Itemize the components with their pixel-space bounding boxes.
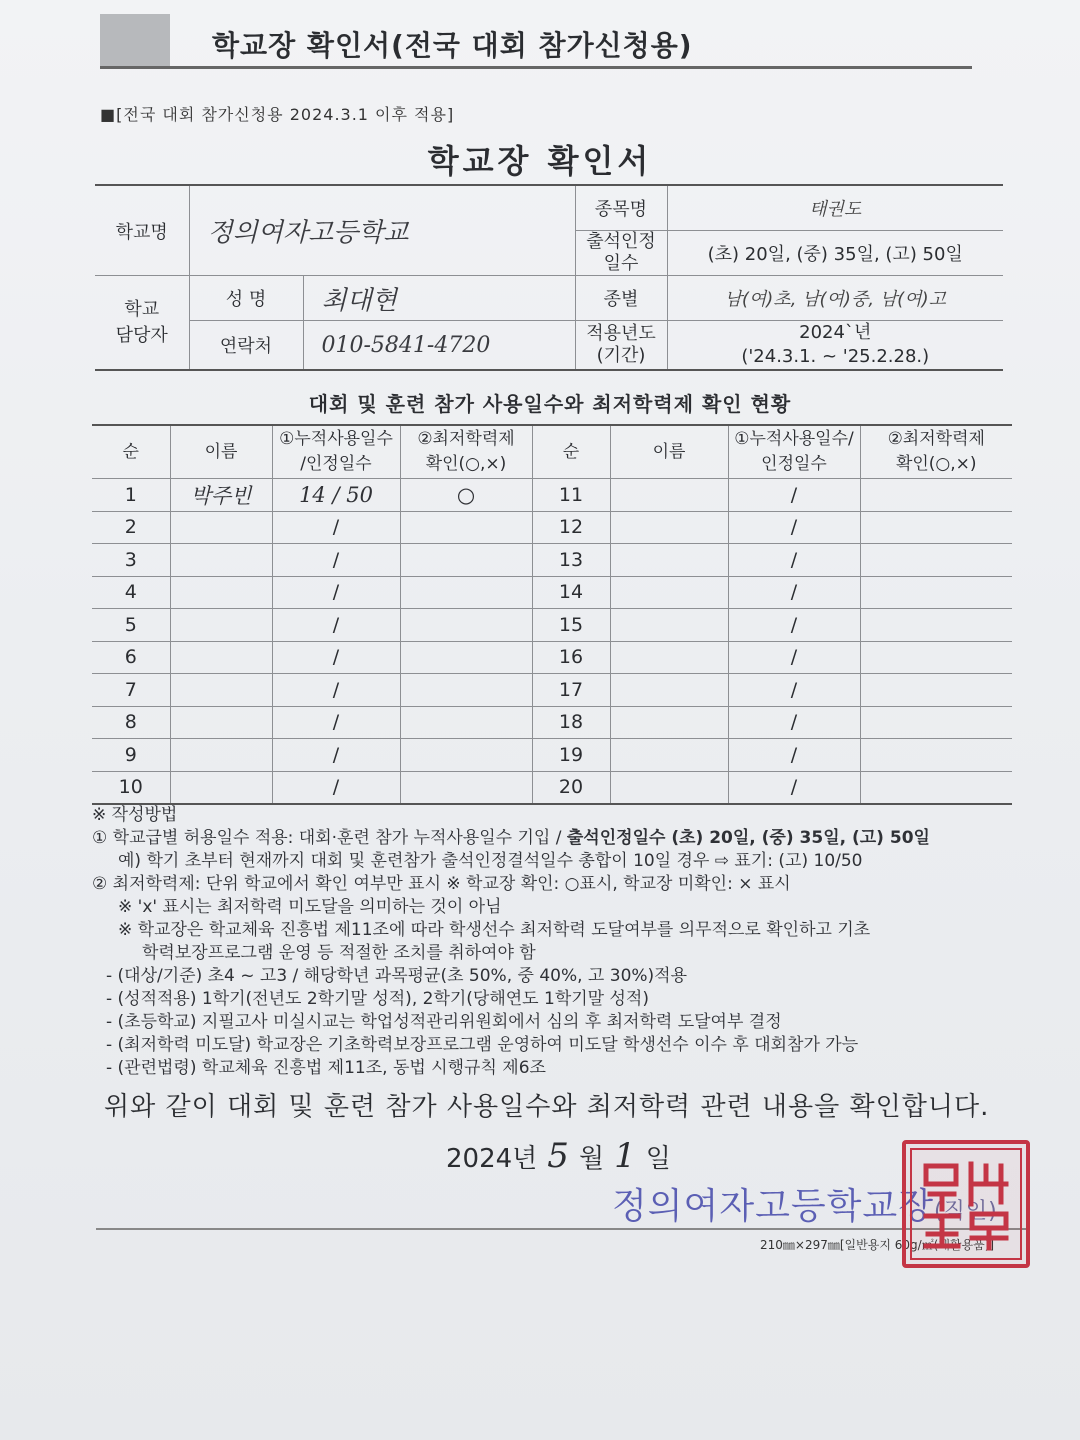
note-9: - (최저학력 미도달) 학교장은 기초학력보장프로그램 운영하여 미도달 학생선수 이수 후 대회참가 가능 xyxy=(106,1035,859,1055)
min-check-right xyxy=(860,706,1012,739)
row-number-right: 19 xyxy=(532,739,610,772)
student-name-left xyxy=(170,739,272,772)
contact-label: 연락처 xyxy=(189,321,303,371)
confirm-statement: 위와 같이 대회 및 훈련 참가 사용일수와 최저학력 관련 내용을 확인합니다. xyxy=(104,1092,990,1122)
row-number-right: 20 xyxy=(532,771,610,804)
header-days-left: ①누적사용일수 /인정일수 xyxy=(272,425,400,479)
table-row xyxy=(92,706,1012,739)
header-no-left: 순 xyxy=(92,425,170,479)
min-check-right xyxy=(860,544,1012,577)
min-check-right xyxy=(860,641,1012,674)
min-check-right xyxy=(860,479,1012,512)
table-row xyxy=(92,771,1012,804)
student-name-left: 박주빈 xyxy=(170,479,272,512)
header-name-left: 이름 xyxy=(170,425,272,479)
gender-value: 남(여)초, 남(여)중, 남(여)고 xyxy=(667,276,1003,321)
section-title: 대회 및 훈련 참가 사용일수와 최저학력제 확인 현황 xyxy=(308,392,792,416)
days-left: / xyxy=(272,641,400,674)
days-right: / xyxy=(728,706,860,739)
principal-stamp-text: 정의여자고등학교장(직인) xyxy=(612,1186,998,1227)
header-band xyxy=(100,14,972,69)
days-right: / xyxy=(728,511,860,544)
days-right: / xyxy=(728,739,860,772)
row-number-left: 7 xyxy=(92,674,170,707)
student-name-right xyxy=(610,479,728,512)
min-check-left xyxy=(400,706,532,739)
min-check-right xyxy=(860,674,1012,707)
header-gray-block xyxy=(100,14,170,66)
participation-grid xyxy=(92,424,1012,805)
row-number-left: 3 xyxy=(92,544,170,577)
event-value: 태권도 xyxy=(667,185,1003,231)
note-2: ② 최저학력제: 단위 학교에서 확인 여부만 표시 ※ 학교장 확인: ○표시, 학교장 미확인: × 표시 xyxy=(92,874,791,894)
row-number-right: 17 xyxy=(532,674,610,707)
student-name-left xyxy=(170,609,272,642)
header-days-right: ①누적사용일수/ 인정일수 xyxy=(728,425,860,479)
instructions xyxy=(92,804,1022,1080)
days-right: / xyxy=(728,576,860,609)
note-5: 학력보장프로그램 운영 등 적절한 조치를 취하여야 함 xyxy=(142,943,536,963)
row-number-right: 13 xyxy=(532,544,610,577)
header-band-title: 학교장 확인서(전국 대회 참가신청용) xyxy=(212,29,693,62)
days-left: / xyxy=(272,706,400,739)
table-row xyxy=(92,479,1012,512)
year-label: 적용년도 (기간) xyxy=(575,321,667,371)
gender-label: 종별 xyxy=(575,276,667,321)
days-left: / xyxy=(272,511,400,544)
min-check-left xyxy=(400,544,532,577)
student-name-left xyxy=(170,771,272,804)
header-no-right: 순 xyxy=(532,425,610,479)
row-number-left: 1 xyxy=(92,479,170,512)
student-name-left xyxy=(170,576,272,609)
min-check-left xyxy=(400,674,532,707)
note-6: - (대상/기준) 초4 ~ 고3 / 해당학년 과목평균(초 50%, 중 40%, 고 30%)적용 xyxy=(106,966,688,986)
note-7: - (성적적용) 1학기(전년도 2학기말 성적), 2학기(당해연도 1학기말 성적) xyxy=(106,989,649,1009)
school-label: 학교명 xyxy=(95,185,189,276)
student-name-right xyxy=(610,641,728,674)
row-number-left: 4 xyxy=(92,576,170,609)
table-row xyxy=(92,511,1012,544)
note-heading: ※ 작성방법 xyxy=(92,805,178,825)
student-name-right xyxy=(610,771,728,804)
student-name-right xyxy=(610,674,728,707)
days-right: / xyxy=(728,674,860,707)
contact-value: 010-5841-4720 xyxy=(303,321,575,371)
row-number-left: 9 xyxy=(92,739,170,772)
note-4: ※ 학교장은 학교체육 진흥법 제11조에 따라 학생선수 최저학력 도달여부를 의무적으로 확인하고 기초 xyxy=(118,920,871,940)
days-left: / xyxy=(272,609,400,642)
student-name-left xyxy=(170,511,272,544)
official-seal-icon xyxy=(902,1140,1030,1268)
student-name-right xyxy=(610,739,728,772)
days-left: / xyxy=(272,674,400,707)
footer-rule xyxy=(96,1228,1026,1230)
min-check-left xyxy=(400,609,532,642)
note-example: 예) 학기 초부터 현재까지 대회 및 훈련참가 출석인정결석일수 총합이 10일 경우 ⇨ 표기: (고) 10/50 xyxy=(118,851,863,871)
row-number-right: 18 xyxy=(532,706,610,739)
grid-header-row xyxy=(92,425,1012,479)
table-row xyxy=(92,739,1012,772)
row-number-right: 16 xyxy=(532,641,610,674)
days-right: / xyxy=(728,771,860,804)
row-number-left: 8 xyxy=(92,706,170,739)
event-label: 종목명 xyxy=(575,185,667,231)
school-value: 정의여자고등학교 xyxy=(189,185,575,276)
student-name-left xyxy=(170,706,272,739)
min-check-right xyxy=(860,739,1012,772)
min-check-left: ○ xyxy=(400,479,532,512)
days-right: / xyxy=(728,544,860,577)
days-left: / xyxy=(272,771,400,804)
row-number-right: 11 xyxy=(532,479,610,512)
row-number-left: 5 xyxy=(92,609,170,642)
attend-value: (초) 20일, (중) 35일, (고) 50일 xyxy=(667,231,1003,276)
student-name-right xyxy=(610,609,728,642)
min-check-right xyxy=(860,771,1012,804)
note-3: ※ 'x' 표시는 최저학력 미도달을 의미하는 것이 아님 xyxy=(118,897,502,917)
document-title: 학교장 확인서 xyxy=(427,142,653,180)
days-right: / xyxy=(728,641,860,674)
note-10: - (관련법령) 학교체육 진흥법 제11조, 동법 시행규칙 제6조 xyxy=(106,1058,546,1078)
attend-label: 출석인정 일수 xyxy=(575,231,667,276)
min-check-left xyxy=(400,576,532,609)
days-left: / xyxy=(272,576,400,609)
header-min-right: ②최저학력제 확인(○,×) xyxy=(860,425,1012,479)
days-left: / xyxy=(272,739,400,772)
min-check-right xyxy=(860,511,1012,544)
name-label: 성 명 xyxy=(189,276,303,321)
days-left: 14 / 50 xyxy=(272,479,400,512)
table-row xyxy=(92,544,1012,577)
manager-label: 학교 담당자 xyxy=(95,276,189,371)
days-left: / xyxy=(272,544,400,577)
days-right: / xyxy=(728,609,860,642)
row-number-left: 6 xyxy=(92,641,170,674)
student-name-right xyxy=(610,706,728,739)
table-row xyxy=(92,674,1012,707)
min-check-left xyxy=(400,511,532,544)
student-name-left xyxy=(170,544,272,577)
header-name-right: 이름 xyxy=(610,425,728,479)
student-name-left xyxy=(170,641,272,674)
row-number-right: 14 xyxy=(532,576,610,609)
student-name-right xyxy=(610,544,728,577)
signature-date: 2024년 5 월 1 일 xyxy=(446,1136,671,1176)
name-value: 최대현 xyxy=(303,276,575,321)
row-number-right: 15 xyxy=(532,609,610,642)
header-min-left: ②최저학력제 확인(○,×) xyxy=(400,425,532,479)
student-name-right xyxy=(610,511,728,544)
min-check-left xyxy=(400,641,532,674)
note-1: ① 학교급별 허용일수 적용: 대회·훈련 참가 누적사용일수 기입 / 출석인정일수 (초) 20일, (중) 35일, (고) 50일 xyxy=(92,828,930,848)
row-number-right: 12 xyxy=(532,511,610,544)
table-row xyxy=(92,641,1012,674)
form-subhead: ■[전국 대회 참가신청용 2024.3.1 이후 적용] xyxy=(100,105,455,124)
days-right: / xyxy=(728,479,860,512)
note-8: - (초등학교) 지필고사 미실시교는 학업성적관리위원회에서 심의 후 최저학력 도달여부 결정 xyxy=(106,1012,782,1032)
row-number-left: 2 xyxy=(92,511,170,544)
min-check-left xyxy=(400,771,532,804)
student-name-left xyxy=(170,674,272,707)
table-row xyxy=(92,609,1012,642)
min-check-right xyxy=(860,576,1012,609)
min-check-right xyxy=(860,609,1012,642)
year-value: 2024`년 ('24.3.1. ~ '25.2.28.) xyxy=(667,321,1003,371)
student-name-right xyxy=(610,576,728,609)
table-row xyxy=(92,576,1012,609)
paper-size-note: 210㎜×297㎜[일반용지 60g/㎡(재활용품)] xyxy=(760,1238,995,1252)
row-number-left: 10 xyxy=(92,771,170,804)
min-check-left xyxy=(400,739,532,772)
info-table xyxy=(95,184,1003,371)
